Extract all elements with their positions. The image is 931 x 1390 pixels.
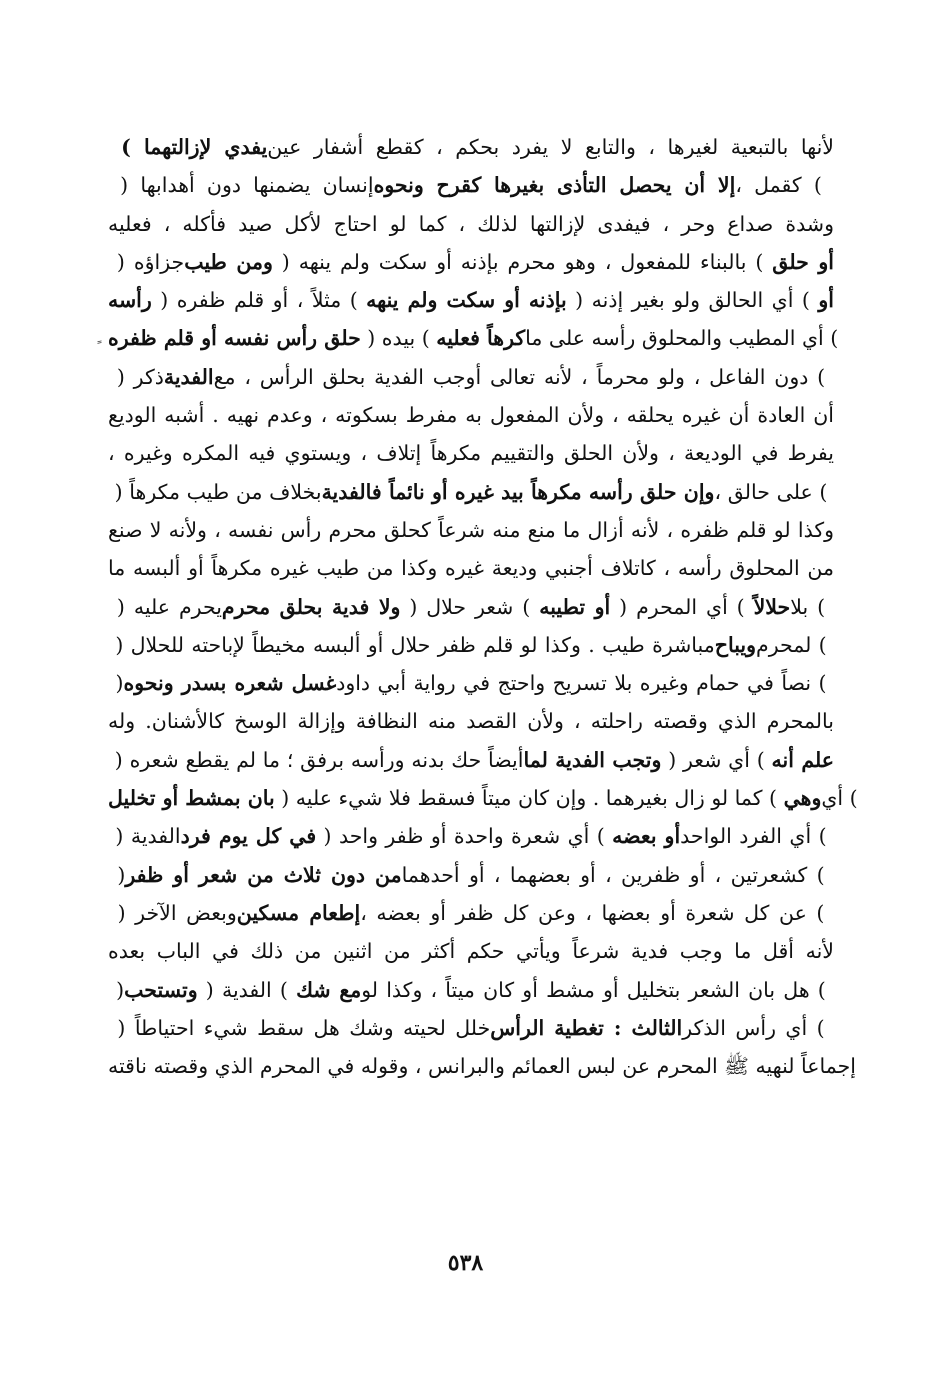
text-line <box>108 319 845 357</box>
bold-matn-text: في كل يوم فرد <box>180 824 317 849</box>
text-line <box>108 473 834 511</box>
sharh-text: وشدة صداع وحر ، فيفدى لإزالتها لذلك ، كما لو احتاج لأكل صيد فأكله ، فعليه <box>108 211 834 236</box>
sharh-text: ) بالبناء للمفعول ، وهو محرم بإذنه أو سكت ولم ينهه ( <box>272 249 773 274</box>
text-line <box>108 166 834 204</box>
sharh-text: وكذا لو قلم ظفره ، لأنه أزال ما منع منه شرعاً كحلق محرم رأس نفسه ، ولأنه لا صنع <box>108 517 834 542</box>
text-line <box>108 511 834 549</box>
sharh-text: ) مثلاً ، أو قلم ظفره ( <box>151 288 367 313</box>
bold-matn-text: ولا فدية بحلق محرم <box>221 594 401 619</box>
sharh-text: ) أي شعرة واحدة أو ظفر واحد ( <box>316 824 613 849</box>
sharh-text: ) أي الفرد الواحد <box>680 824 834 849</box>
text-line <box>108 588 834 626</box>
bold-matn-text: مع شك <box>296 977 362 1002</box>
bold-matn-text: الثالث : تغطية الرأس <box>490 1015 683 1040</box>
sharh-text: ) أي المحرم ( <box>610 594 754 619</box>
text-line <box>108 664 834 702</box>
text-line <box>108 358 834 396</box>
text-line <box>108 243 834 281</box>
text-line <box>108 549 834 587</box>
sharh-text: ) على حالق ، <box>714 479 835 504</box>
sharh-text: إجماعاً لنهيه ﷺ المحرم عن لبس العمائم والبرانس ، وقوله في المحرم الذي وقصته ناقته <box>108 1054 856 1079</box>
text-line <box>108 741 834 779</box>
text-line <box>108 779 865 817</box>
bold-matn-text: وهي <box>783 786 822 811</box>
sharh-text: ) أي رأس الذكر <box>682 1015 834 1040</box>
bold-matn-text: وتجب الفدية لما <box>523 747 662 772</box>
bold-matn-text: حلالاً <box>753 594 791 619</box>
sharh-text: لأنه أقل ما وجب فدية شرعاً ويأتي حكم أكثر من اثنين من ذلك في الباب بعده <box>108 939 834 964</box>
sharh-text: ) أي <box>821 786 865 811</box>
bold-matn-text: أو تطيبه <box>539 594 611 619</box>
text-line <box>108 434 834 472</box>
sharh-text: مباشرة طيب . وكذا لو قلم ظفر حلال أو ألبسه مخيطاً لإباحته للحلال ( <box>108 632 715 657</box>
bold-matn-text: رأسه <box>108 288 152 313</box>
bold-matn-text: ومن طيب <box>184 249 273 274</box>
sharh-text: ( <box>108 671 124 696</box>
sharh-text: ( <box>108 862 126 887</box>
sharh-text: من المحلوق رأسه ، كاتلاف أجنبي وديعة غيره وكذا من طيب غيره مكرهاً أو ألبسه ما <box>108 556 834 581</box>
sharh-text: وبعض الآخر ( <box>108 900 237 925</box>
sharh-text: ) بلا <box>790 594 834 619</box>
bold-matn-text: إطعام مسكين <box>236 900 361 925</box>
bold-matn-text: بإذنه أو سكت ولم ينهه <box>366 288 567 313</box>
sharh-text: لأنها بالتبعية لغيرها ، والتابع لا يفرد بحكم ، كقطع أشفار عين <box>267 135 834 159</box>
bold-matn-text: حلق رأس نفسه أو قلم ظفره <box>108 326 361 351</box>
bold-matn-text: وإن حلق رأسه مكرهاً بيد غيره أو نائماً فالفدية <box>321 479 715 504</box>
sharh-text: ) الفدية ( <box>197 977 297 1002</box>
sharh-text: ذكر ( <box>108 364 164 389</box>
sharh-text: يحرم عليه ( <box>108 594 222 619</box>
sharh-text: جزاؤه ( <box>108 249 185 274</box>
text-line <box>108 396 834 434</box>
sharh-text: أيضاً حك بدنه ورأسه برفق ؛ ما لم يقطع شعره ( <box>108 747 524 772</box>
sharh-text: بالمحرم الذي وقصته راحلته ، ولأن القصد منه النظافة وإزالة الوسخ كالأشنان. وله <box>108 709 834 734</box>
sharh-text: ) شعر حلال ( <box>400 594 540 619</box>
text-line <box>108 932 834 970</box>
sharh-text: ) أي المطيب والمحلوق رأسه على ما <box>525 326 845 351</box>
sharh-text: ) كقمل ، <box>735 173 835 198</box>
sharh-text: ) دون الفاعل ، ولو محرماً ، لأنه تعالى أوجب الفدية بحلق الرأس ، مع <box>213 364 834 389</box>
bold-matn-text: علم أنه <box>771 747 834 772</box>
text-line <box>108 856 834 894</box>
sharh-text: ) عن كل شعرة أو بعضها ، وعن كل ظفر أو بعضه ، <box>360 900 835 925</box>
sharh-text: ) بيده ( <box>360 326 437 351</box>
sharh-text: إنسان يضمنها دون أهدابها ( <box>108 173 374 198</box>
bold-matn-text: إلا أن يحصل التأذى بغيرها كقرح ونحوه <box>373 173 736 198</box>
sharh-text: ) هل بان الشعر بتخليل أو مشط أو كان ميتاً ، وكذا لو <box>361 977 834 1002</box>
text-body <box>108 128 865 1085</box>
text-line <box>108 626 834 664</box>
text-line <box>108 205 834 243</box>
sharh-text: الفدية ( <box>108 824 181 849</box>
text-line <box>108 817 834 855</box>
bold-matn-text: غسل شعره بسدر ونحوه <box>123 671 337 696</box>
sharh-text: ) نصاً في حمام وغيره بلا تسريح واحتج في رواية أبي داود <box>336 671 834 696</box>
sharh-text: ) لمحرم <box>756 632 834 657</box>
bold-matn-text: الفدية <box>163 364 214 389</box>
bold-matn-text: من دون ثلاث من شعر أو ظفر <box>125 862 402 887</box>
sharh-text: يفرط في الوديعة ، ولأن الحلق والتقييم مكرهاً إتلاف ، ويستوي فيه المكره وغيره ، <box>108 441 834 466</box>
text-line <box>108 702 834 740</box>
text-line <box>108 281 834 319</box>
text-line <box>108 971 834 1009</box>
text-line <box>108 894 834 932</box>
sharh-text: خلل لحيته وشك هل سقط شيء احتياطاً ( <box>108 1015 491 1040</box>
page-number: ٥٣٨ <box>447 1250 484 1276</box>
bold-matn-text: أو <box>818 288 834 313</box>
bold-matn-text: يفدي لإزالتهما ) <box>108 135 268 159</box>
sharh-text: ) كشعرتين ، أو ظفرين ، أو بعضهما ، أو أحدهما <box>401 862 834 887</box>
text-line <box>108 1009 834 1047</box>
bold-matn-text: أو بعضه <box>612 824 681 849</box>
text-line <box>108 1047 856 1085</box>
text-line <box>108 128 834 166</box>
bold-matn-text: أو حلق <box>772 249 834 274</box>
bold-matn-text: كرهاً فعليه <box>436 326 526 351</box>
sharh-text: ) أي الحالق ولو بغير إذنه ( <box>566 288 819 313</box>
sharh-text: بخلاف من طيب مكرهاً ( <box>108 479 322 504</box>
bold-matn-text: وتستحب <box>124 977 198 1002</box>
bold-matn-text: ويباح <box>714 632 756 657</box>
sharh-text: ( <box>108 977 125 1002</box>
sharh-text: أن العادة أن غيره يحلقه ، ولأن المفعول به مفرط بسكوته ، وعدم نهيه . أشبه الوديع <box>108 403 834 428</box>
sharh-text: ) كما لو زال بغيرهما . وإن كان ميتاً فسقط فلا شيء عليه ( <box>274 786 784 811</box>
bold-matn-text: بان بمشط أو تخليل <box>108 786 275 811</box>
sharh-text: ) أي شعر ( <box>661 747 772 772</box>
